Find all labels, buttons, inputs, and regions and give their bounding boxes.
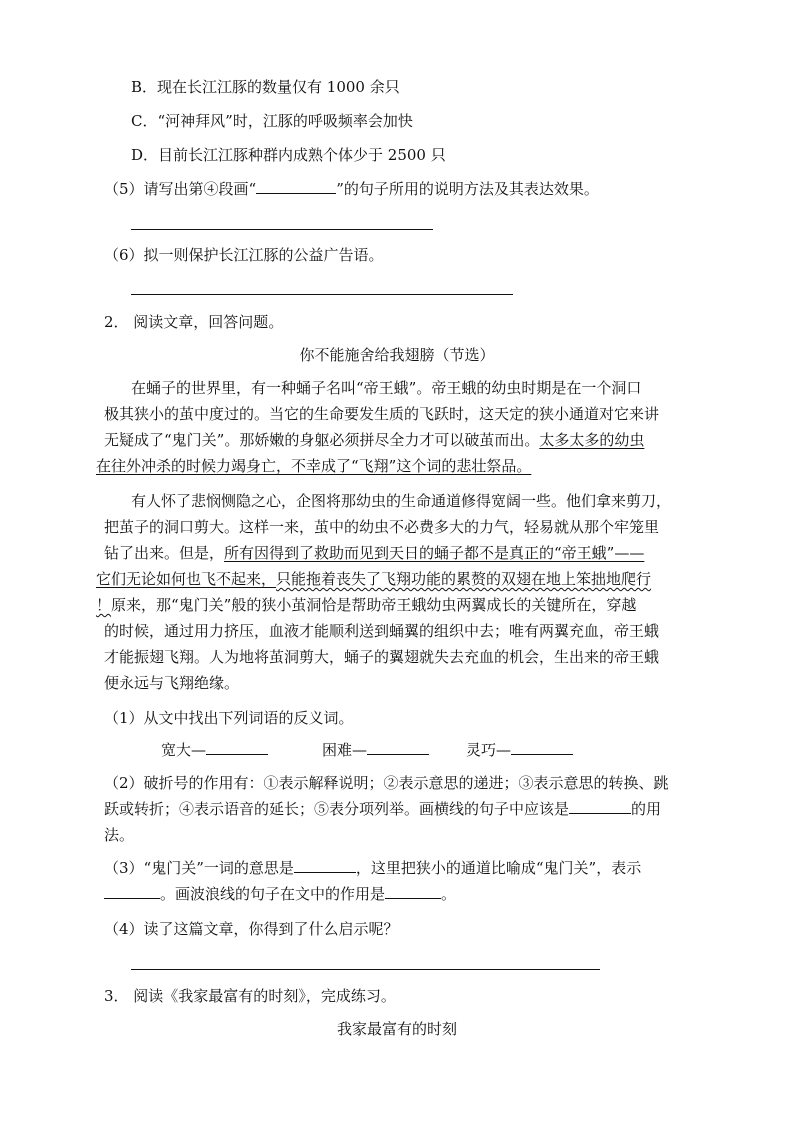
- p1-underlined-end: 在往外冲杀的时候力竭身亡，不幸成了“飞翔”这个词的悲壮祭品。: [96, 457, 532, 475]
- p1-line-1: 在蛹子的世界里，有一种蛹子名叫“帝王蛾”。帝王蛾的幼虫时期是在一个洞口: [131, 379, 642, 397]
- p2-line-3: [104, 543, 644, 563]
- p1-line-3: [104, 430, 644, 450]
- p2-line-5-text: 原来，那“鬼门关”般的狭小茧洞恰是帮助帝王蛾幼虫两翼成长的关键所在，穿越: [111, 596, 637, 614]
- q5-suffix: ”的句子所用的说明方法及其表达效果。: [336, 180, 599, 198]
- sub-question-2-line-2: 跃或转折；④表示语音的延长；⑤表分项列举。画横线的句子中应该是 的用: [104, 800, 662, 818]
- antonym-2: 困难—: [322, 740, 429, 760]
- q5-answer-line[interactable]: [131, 229, 433, 230]
- p1-line-4: [96, 456, 531, 476]
- p2-underlined-sentence: 所有因得到了救助而见到天日的蛹子都不是真正的“帝王蛾”——: [224, 544, 645, 562]
- q6-answer-line[interactable]: [131, 294, 513, 295]
- sub-question-3-line-2: 。画波浪线的句子在文中的作用是 。: [104, 884, 456, 904]
- q3-heading: 3． 阅读《我家最富有的时刻》，完成练习。: [104, 987, 396, 1005]
- p2-line-8: 便永远与飞翔绝缘。: [104, 674, 240, 692]
- q5-inline-blank[interactable]: [256, 179, 336, 194]
- q3-article-title: 我家最富有的时刻: [336, 1020, 457, 1038]
- p2-wavy-end: ！: [96, 596, 112, 614]
- p2-line-5: [96, 595, 636, 615]
- p2-line-1: 有人怀了悲悯恻隐之心，企图将那幼虫的生命通道修得宽阔一些。他们拿来剪刀，: [131, 492, 672, 510]
- p2-line-6: 的时候，通过用力挤压，血液才能顺利送到蛹翼的组织中去；唯有两翼充血，帝王蛾: [104, 622, 660, 640]
- option-c: C．“河神拜风”时，江豚的呼吸频率会加快: [131, 112, 413, 130]
- antonym-1-blank[interactable]: [206, 740, 268, 755]
- q2-article-title: 你不能施舍给我翅膀（节选）: [299, 346, 495, 364]
- sub-question-2-line-3: 法。: [104, 826, 135, 844]
- sub-question-4: （4）读了这篇文章，你得到了什么启示呢？: [104, 920, 399, 938]
- p2-line-4: [96, 569, 651, 589]
- q5-prefix: （5）请写出第④段画“: [104, 180, 257, 198]
- q6-question: （6）拟一则保护长江江豚的公益广告语。: [104, 246, 384, 264]
- sub-question-3-blank-3[interactable]: [385, 884, 441, 899]
- p2-line-2: 把茧子的洞口剪大。这样一来，茧中的幼虫不必费多大的力气，轻易就从那个牢笼里: [104, 518, 660, 536]
- sub-question-1: （1）从文中找出下列词语的反义词。: [104, 709, 354, 727]
- antonym-1: 宽大—: [161, 740, 268, 760]
- q5-question: [104, 179, 599, 199]
- sub-question-3-line-1: （3）“鬼门关”一词的意思是 ，这里把狭小的通道比喻成“鬼门关”，表示: [104, 859, 642, 877]
- sub-question-2-blank[interactable]: [569, 799, 631, 814]
- antonym-3-blank[interactable]: [511, 740, 573, 755]
- sub-question-3-blank-1[interactable]: [294, 858, 356, 873]
- p2-wavy-sentence: 只能拖着丧失了飞翔功能的累赘的双翅在地上笨拙地爬行: [276, 570, 652, 588]
- p2-underlined-cont: 它们无论如何也飞不起来，: [96, 570, 277, 588]
- p1-line-3-text: 无疑成了“鬼门关”。那娇嫩的身躯必须拼尽全力才可以破茧而出。: [104, 431, 540, 449]
- option-d: D．目前长江江豚种群内成熟个体少于 2500 只: [131, 146, 446, 164]
- sub-question-4-answer-line[interactable]: [131, 969, 600, 970]
- p1-underlined-start: 太多太多的幼虫: [539, 431, 645, 449]
- option-b: B．现在长江江豚的数量仅有 1000 余只: [131, 78, 400, 96]
- p1-line-2: 极其狭小的茧中度过的。当它的生命要发生质的飞跃时，这天定的狭小通道对它来讲: [104, 405, 660, 423]
- p2-line-7: 才能振翅飞翔。人为地将茧洞剪大，蛹子的翼翅就失去充血的机会，生出来的帝王蛾: [104, 648, 660, 666]
- sub-question-2-line-1: （2）破折号的作用有：①表示解释说明；②表示意思的递进；③表示意思的转换、跳: [104, 774, 669, 792]
- sub-question-3-blank-2[interactable]: [104, 884, 160, 899]
- p2-line-3-text: 钻了出来。但是，: [104, 544, 225, 562]
- antonym-2-blank[interactable]: [367, 740, 429, 755]
- antonym-3: 灵巧—: [466, 740, 573, 760]
- q2-heading: 2． 阅读文章，回答问题。: [104, 313, 284, 331]
